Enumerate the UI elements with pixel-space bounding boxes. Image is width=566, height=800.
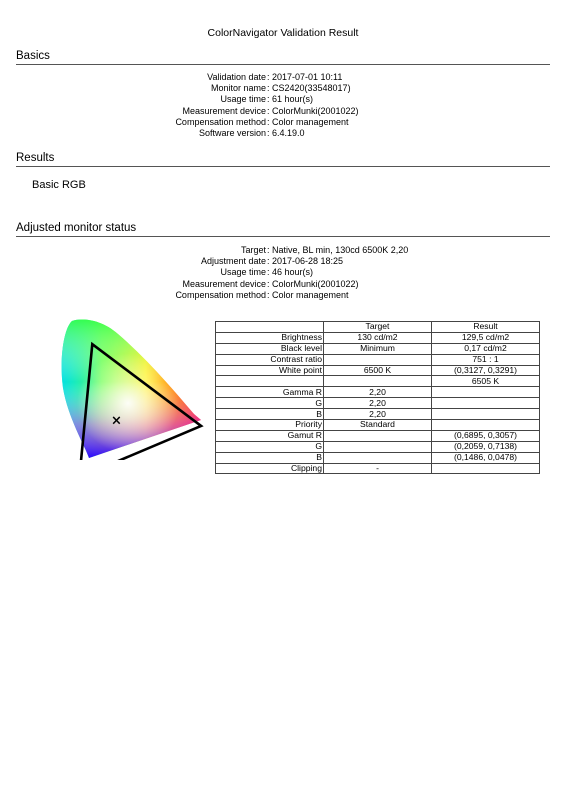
basics-info-row <box>0 83 566 94</box>
key-value-separator: : <box>267 72 270 82</box>
table-row <box>216 376 540 387</box>
key-value-separator: : <box>267 289 270 300</box>
result-cell <box>432 409 540 420</box>
table-row <box>216 398 540 409</box>
table-row <box>216 409 540 420</box>
key-value-separator: : <box>267 278 270 289</box>
section-divider <box>16 64 550 65</box>
row-label-cell: Clipping <box>216 463 324 474</box>
key-value-separator: : <box>267 94 270 105</box>
adjusted-info-value: ColorMunki(2001022) <box>272 278 359 289</box>
basics-info-value: ColorMunki(2001022) <box>272 105 359 116</box>
table-header-result: Result <box>432 322 540 333</box>
results-subheading: Basic RGB <box>32 179 86 191</box>
adjusted-info-value: Native, BL min, 130cd 6500K 2,20 <box>272 245 409 255</box>
result-cell: (0,3127, 0,3291) <box>432 365 540 376</box>
target-cell: 6500 K <box>324 365 432 376</box>
table-header-target: Target <box>324 322 432 333</box>
basics-info-value: 61 hour(s) <box>272 94 314 105</box>
adjusted-info-row <box>0 290 566 301</box>
adjusted-info-row <box>0 245 566 256</box>
target-cell: 2,20 <box>324 409 432 420</box>
basics-info-key: Validation date <box>207 72 266 82</box>
row-label-cell: Black level <box>216 343 324 354</box>
result-cell: 0,17 cd/m2 <box>432 343 540 354</box>
adjusted-info-value: Color management <box>272 289 349 300</box>
section-heading-results: Results <box>16 152 55 164</box>
target-cell <box>324 354 432 365</box>
table-row <box>216 332 540 343</box>
basics-info-key: Usage time <box>220 94 266 105</box>
key-value-separator: : <box>267 267 270 278</box>
key-value-separator: : <box>267 116 270 127</box>
adjusted-info-list <box>0 245 566 301</box>
row-label-cell: Brightness <box>216 332 324 343</box>
basics-info-value: CS2420(33548017) <box>272 83 351 94</box>
table-row <box>216 430 540 441</box>
result-cell: 6505 K <box>432 376 540 387</box>
adjusted-info-key: Usage time <box>220 267 266 278</box>
basics-info-key: Measurement device <box>182 105 266 116</box>
basics-info-key: Software version <box>198 127 266 138</box>
section-heading-adjusted: Adjusted monitor status <box>16 222 137 234</box>
adjusted-info-row <box>0 279 566 290</box>
basics-info-row <box>0 117 566 128</box>
result-cell <box>432 420 540 431</box>
adjusted-info-value: 46 hour(s) <box>272 267 314 278</box>
target-cell <box>324 376 432 387</box>
target-cell: - <box>324 463 432 474</box>
row-label-cell: G <box>216 398 324 409</box>
section-divider <box>16 166 550 167</box>
basics-info-key: Compensation method <box>175 116 266 127</box>
result-cell: (0,2059, 0,7138) <box>432 441 540 452</box>
basics-info-key: Monitor name <box>210 83 266 94</box>
table-row <box>216 452 540 463</box>
table-row <box>216 441 540 452</box>
row-label-cell: B <box>216 452 324 463</box>
section-heading-basics: Basics <box>16 50 50 62</box>
basics-info-row <box>0 106 566 117</box>
basics-info-value: 2017-07-01 10:11 <box>272 72 343 82</box>
basics-info-list <box>0 72 566 139</box>
result-cell <box>432 463 540 474</box>
white-point-marker: × <box>110 413 122 429</box>
row-label-cell: Gamma R <box>216 387 324 398</box>
row-label-cell: B <box>216 409 324 420</box>
target-cell <box>324 441 432 452</box>
row-label-cell: White point <box>216 365 324 376</box>
target-cell <box>324 452 432 463</box>
adjusted-info-row <box>0 256 566 267</box>
adjusted-info-key: Target <box>240 245 266 255</box>
result-cell <box>432 387 540 398</box>
key-value-separator: : <box>267 83 270 94</box>
adjusted-info-value: 2017-06-28 18:25 <box>272 256 344 267</box>
table-header-cell <box>216 322 324 333</box>
row-label-cell: Contrast ratio <box>216 354 324 365</box>
document-title: ColorNavigator Validation Result <box>207 27 359 39</box>
table-row <box>216 463 540 474</box>
row-label-cell: G <box>216 441 324 452</box>
key-value-separator: : <box>267 127 270 138</box>
table-row <box>216 343 540 354</box>
table-row <box>216 387 540 398</box>
table-header-row <box>216 322 540 333</box>
adjusted-info-key: Measurement device <box>182 278 266 289</box>
section-divider <box>16 236 550 237</box>
target-cell: Standard <box>324 420 432 431</box>
basics-info-value: 6.4.19.0 <box>272 127 305 138</box>
row-label-cell <box>216 376 324 387</box>
adjusted-info-key: Adjustment date <box>200 256 266 267</box>
adjusted-info-key: Compensation method <box>175 289 266 300</box>
row-label-cell: Priority <box>216 420 324 431</box>
results-table <box>215 321 540 474</box>
target-cell: 2,20 <box>324 398 432 409</box>
table-row <box>216 420 540 431</box>
basics-info-value: Color management <box>272 116 349 127</box>
target-cell: 130 cd/m2 <box>324 332 432 343</box>
result-cell: 129,5 cd/m2 <box>432 332 540 343</box>
chromaticity-horseshoe <box>58 318 204 460</box>
gamut-diagram <box>58 318 204 460</box>
table-row <box>216 365 540 376</box>
basics-info-row <box>0 94 566 105</box>
key-value-separator: : <box>267 105 270 116</box>
target-cell: Minimum <box>324 343 432 354</box>
result-cell: (0,6895, 0,3057) <box>432 430 540 441</box>
result-cell: 751 : 1 <box>432 354 540 365</box>
basics-info-row <box>0 72 566 83</box>
target-cell: 2,20 <box>324 387 432 398</box>
result-cell: (0,1486, 0,0478) <box>432 452 540 463</box>
row-label-cell: Gamut R <box>216 430 324 441</box>
basics-info-row <box>0 128 566 139</box>
result-cell <box>432 398 540 409</box>
key-value-separator: : <box>267 245 270 255</box>
target-cell <box>324 430 432 441</box>
table-row <box>216 354 540 365</box>
key-value-separator: : <box>267 256 270 267</box>
adjusted-info-row <box>0 267 566 278</box>
